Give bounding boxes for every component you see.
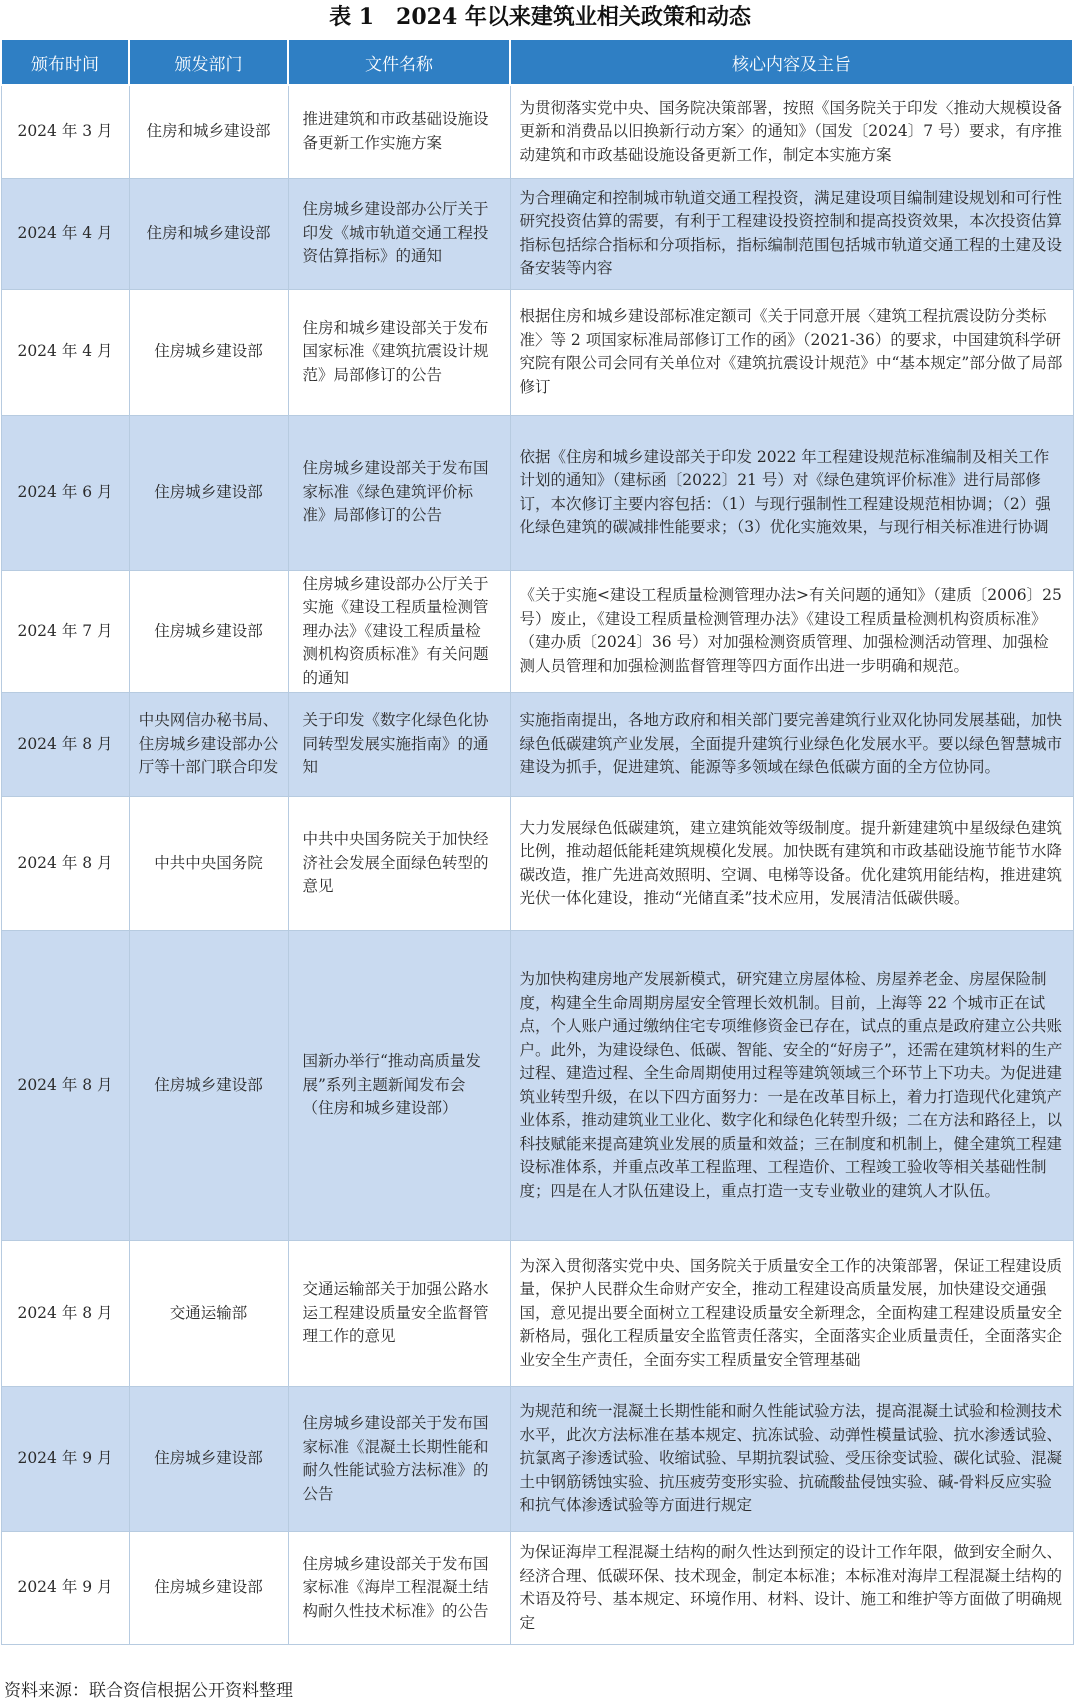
- cell-content: 为深入贯彻落实党中央、国务院关于质量安全工作的决策部署，保证工程建设质量，保护人民群众生命财产安全，推动工程建设高质量发展，加快建设交通强国，意见提出要全面树立工程建设质量安全新理念，全面构建工程建设质量安全新格局，强化工程质量安全监管责任落实，全面落实企业质量责任，全面落实企业安全生产责任，全面夯实工程质量安全管理基础: [510, 1241, 1073, 1387]
- table-row: [1, 85, 1073, 178]
- cell-file: 住房城乡建设部关于发布国家标准《绿色建筑评价标准》局部修订的公告: [288, 415, 510, 570]
- header-date: 颁布时间: [1, 39, 129, 85]
- header-dept: 颁发部门: [129, 39, 288, 85]
- table-row: [1, 1241, 1073, 1387]
- cell-content: 为贯彻落实党中央、国务院决策部署，按照《国务院关于印发〈推动大规模设备更新和消费品以旧换新行动方案〉的通知》（国发〔2024〕7 号）要求，有序推动建筑和市政基础设施设备更新工作，制定本实施方案: [510, 85, 1073, 178]
- table-row: [1, 289, 1073, 415]
- cell-dept: 住房和城乡建设部: [129, 85, 288, 178]
- cell-file: 推进建筑和市政基础设施设备更新工作实施方案: [288, 85, 510, 178]
- cell-content: 为加快构建房地产发展新模式，研究建立房屋体检、房屋养老金、房屋保险制度，构建全生命周期房屋安全管理长效机制。目前，上海等 22 个城市正在试点，个人账户通过缴纳住宅专项维修资金已存在，试点的重点是政府建立公共账户。此外，为建设绿色、低碳、智能、安全的“好房子”，还需在建筑材料的生产过程、建造过程、全生命周期使用过程等建筑领域三个环节上下功夫。为促进建筑业转型升级，在以下四方面努力：一是在改革目标上，着力打造现代化建筑产业体系，推动建筑业工业化、数字化和绿色化转型升级；二在方法和路径上，以科技赋能来提高建筑业发展的质量和效益；三在制度和机制上，健全建筑工程建设标准体系，并重点改革工程监理、工程造价、工程竣工验收等相关基础性制度；四是在人才队伍建设上，重点打造一支专业敬业的建筑人才队伍。: [510, 931, 1073, 1241]
- cell-dept: 住房城乡建设部: [129, 415, 288, 570]
- cell-dept: 中共中央国务院: [129, 797, 288, 931]
- table-row: [1, 1532, 1073, 1645]
- cell-file: 住房城乡建设部办公厅关于印发《城市轨道交通工程投资估算指标》的通知: [288, 178, 510, 289]
- cell-date: 2024 年 8 月: [1, 797, 129, 931]
- policy-table: [0, 38, 1074, 1645]
- table-row: [1, 178, 1073, 289]
- cell-dept: 住房城乡建设部: [129, 931, 288, 1241]
- header-file: 文件名称: [288, 39, 510, 85]
- table-row: [1, 415, 1073, 570]
- cell-file: 交通运输部关于加强公路水运工程建设质量安全监督管理工作的意见: [288, 1241, 510, 1387]
- table-row: [1, 797, 1073, 931]
- header-row: [1, 39, 1073, 85]
- cell-content: 根据住房和城乡建设部标准定额司《关于同意开展〈建筑工程抗震设防分类标准〉等 2 项国家标准局部修订工作的函》（2021-36）的要求，中国建筑科学研究院有限公司会同有关单位对《建筑抗震设计规范》中“基本规定”部分做了局部修订: [510, 289, 1073, 415]
- source-note: 资料来源：联合资信根据公开资料整理: [4, 1681, 293, 1701]
- cell-content: 大力发展绿色低碳建筑，建立建筑能效等级制度。提升新建建筑中星级绿色建筑比例，推动超低能耗建筑规模化发展。加快既有建筑和市政基础设施节能节水降碳改造，推广先进高效照明、空调、电梯等设备。优化建筑用能结构，推进建筑光伏一体化建设，推动“光储直柔”技术应用，发展清洁低碳供暖。: [510, 797, 1073, 931]
- cell-date: 2024 年 6 月: [1, 415, 129, 570]
- cell-dept: 住房城乡建设部: [129, 289, 288, 415]
- cell-content: 依据《住房和城乡建设部关于印发 2022 年工程建设规范标准编制及相关工作计划的通知》（建标函〔2022〕21 号）对《绿色建筑评价标准》进行局部修订，本次修订主要内容包括：（1）与现行强制性工程建设规范相协调；（2）强化绿色建筑的碳减排性能要求；（3）优化实施效果，与现行相关标准进行协调: [510, 415, 1073, 570]
- table-row: [1, 1387, 1073, 1532]
- cell-file: 关于印发《数字化绿色化协同转型发展实施指南》的通知: [288, 693, 510, 797]
- cell-date: 2024 年 4 月: [1, 178, 129, 289]
- cell-date: 2024 年 7 月: [1, 570, 129, 693]
- cell-dept: 住房城乡建设部: [129, 570, 288, 693]
- table-title: 表 1 2024 年以来建筑业相关政策和动态: [329, 4, 751, 30]
- header-content: 核心内容及主旨: [510, 39, 1073, 85]
- table-row: [1, 693, 1073, 797]
- cell-date: 2024 年 8 月: [1, 693, 129, 797]
- cell-date: 2024 年 3 月: [1, 85, 129, 178]
- cell-content: 为保证海岸工程混凝土结构的耐久性达到预定的设计工作年限，做到安全耐久、经济合理、低碳环保、技术现金，制定本标准；本标准对海岸工程混凝土结构的术语及符号、基本规定、环境作用、材料、设计、施工和维护等方面做了明确规定: [510, 1532, 1073, 1645]
- cell-content: 实施指南提出，各地方政府和相关部门要完善建筑行业双化协同发展基础，加快绿色低碳建筑产业发展，全面提升建筑行业绿色化发展水平。要以绿色智慧城市建设为抓手，促进建筑、能源等多领域在绿色低碳方面的全方位协同。: [510, 693, 1073, 797]
- cell-dept: 住房城乡建设部: [129, 1532, 288, 1645]
- cell-file: 住房和城乡建设部关于发布国家标准《建筑抗震设计规范》局部修订的公告: [288, 289, 510, 415]
- cell-content: 《关于实施<建设工程质量检测管理办法>有关问题的通知》（建质〔2006〕25 号）废止，《建设工程质量检测管理办法》《建设工程质量检测机构资质标准》（建办质〔2024〕36 号）对加强检测资质管理、加强检测活动管理、加强检测人员管理和加强检测监督管理等四方面作出进一步明确和规范。: [510, 570, 1073, 693]
- cell-file: 住房城乡建设部办公厅关于实施《建设工程质量检测管理办法》《建设工程质量检测机构资质标准》有关问题的通知: [288, 570, 510, 693]
- table-row: [1, 931, 1073, 1241]
- cell-date: 2024 年 4 月: [1, 289, 129, 415]
- cell-dept: 住房城乡建设部: [129, 1387, 288, 1532]
- table-row: [1, 570, 1073, 693]
- cell-dept: 中央网信办秘书局、住房城乡建设部办公厅等十部门联合印发: [129, 693, 288, 797]
- cell-date: 2024 年 9 月: [1, 1387, 129, 1532]
- cell-content: 为合理确定和控制城市轨道交通工程投资，满足建设项目编制建设规划和可行性研究投资估算的需要，有利于工程建设投资控制和提高投资效果，本次投资估算指标包括综合指标和分项指标，指标编制范围包括城市轨道交通工程的土建及设备安装等内容: [510, 178, 1073, 289]
- cell-content: 为规范和统一混凝土长期性能和耐久性能试验方法，提高混凝土试验和检测技术水平，此次方法标准在基本规定、抗冻试验、动弹性模量试验、抗水渗透试验、抗氯离子渗透试验、收缩试验、早期抗裂试验、受压徐变试验、碳化试验、混凝土中钢筋锈蚀实验、抗压疲劳变形实验、抗硫酸盐侵蚀实验、碱-骨料反应实验和抗气体渗透试验等方面进行规定: [510, 1387, 1073, 1532]
- cell-date: 2024 年 8 月: [1, 1241, 129, 1387]
- cell-file: 国新办举行“推动高质量发展”系列主题新闻发布会（住房和城乡建设部）: [288, 931, 510, 1241]
- cell-date: 2024 年 9 月: [1, 1532, 129, 1645]
- cell-file: 住房城乡建设部关于发布国家标准《海岸工程混凝土结构耐久性技术标准》的公告: [288, 1532, 510, 1645]
- cell-dept: 交通运输部: [129, 1241, 288, 1387]
- cell-dept: 住房和城乡建设部: [129, 178, 288, 289]
- cell-file: 住房城乡建设部关于发布国家标准《混凝土长期性能和耐久性能试验方法标准》的公告: [288, 1387, 510, 1532]
- cell-date: 2024 年 8 月: [1, 931, 129, 1241]
- cell-file: 中共中央国务院关于加快经济社会发展全面绿色转型的意见: [288, 797, 510, 931]
